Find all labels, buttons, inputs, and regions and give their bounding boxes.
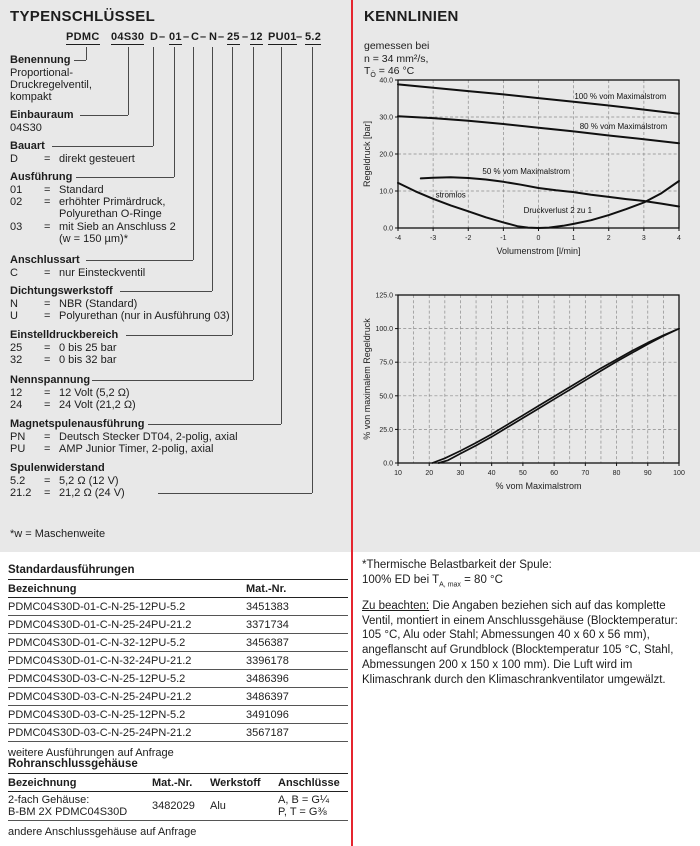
code-row <box>10 387 342 399</box>
code-row <box>10 184 342 196</box>
material-number: 3396178 <box>246 654 289 667</box>
equals-sign: = <box>44 475 51 487</box>
svg-text:-3: -3 <box>430 235 437 242</box>
equals-sign: = <box>44 387 51 399</box>
column-header-bezeichnung: Bezeichnung <box>8 583 77 595</box>
section-line: kompakt <box>10 91 52 104</box>
column-header-werkstoff: Werkstoff <box>210 777 261 789</box>
svg-text:stromlos: stromlos <box>435 190 466 200</box>
svg-text:-1: -1 <box>500 235 507 242</box>
code-value: 0 bis 25 bar <box>59 342 117 354</box>
svg-text:10: 10 <box>394 470 402 477</box>
section-lines <box>10 122 342 134</box>
svg-text:3: 3 <box>641 235 646 242</box>
section-rows <box>10 342 342 366</box>
code-segment-nennspannung: 12 <box>250 31 263 43</box>
code-key: 03 <box>10 220 23 233</box>
section-rows <box>10 431 342 455</box>
table-title: Standardausführungen <box>8 564 348 580</box>
section-title: Ausführung <box>10 171 73 183</box>
svg-text:100.0: 100.0 <box>375 326 393 334</box>
typekey-title: TYPENSCHLÜSSEL <box>10 8 156 25</box>
material-number: 3567187 <box>246 726 289 739</box>
equals-sign: = <box>44 196 51 209</box>
svg-text:Regeldruck [bar]: Regeldruck [bar] <box>362 120 372 188</box>
equals-sign: = <box>44 354 51 367</box>
part-designation: PDMC04S30D-01-C-N-32-12PU-5.2 <box>8 636 186 649</box>
typekey-section-einstelldruckbereich <box>10 329 342 366</box>
code-value: 24 Volt (21,2 Ω) <box>59 399 136 412</box>
thermal-note-line2 <box>362 573 700 593</box>
code-key <box>10 233 44 245</box>
svg-text:0.0: 0.0 <box>383 460 393 468</box>
equals-sign: = <box>44 443 51 456</box>
code-dash: – <box>218 31 225 43</box>
svg-text:80 % vom Maximalstrom: 80 % vom Maximalstrom <box>579 121 668 131</box>
code-value: Polyurethan (nur in Ausführung 03) <box>59 310 230 323</box>
temp-value: = 46 °C <box>375 65 415 77</box>
table-row <box>8 616 348 634</box>
typekey-section-dichtungswerkstoff <box>10 285 342 322</box>
code-value: Deutsch Stecker DT04, 2-polig, axial <box>59 431 238 443</box>
table-header-row <box>8 774 348 792</box>
code-row <box>10 196 342 208</box>
svg-text:2: 2 <box>606 235 611 242</box>
typekey-section-spulenwiderstand <box>10 462 342 499</box>
section-line: 04S30 <box>10 122 42 134</box>
port-thread-line2: P, T = G⅜ <box>278 806 327 818</box>
code-dash: – <box>200 31 207 43</box>
attention-paragraph <box>362 599 700 688</box>
code-value: direkt gesteuert <box>59 153 135 165</box>
code-key: 12 <box>10 387 23 399</box>
equals-sign: = <box>44 184 51 196</box>
svg-text:40.0: 40.0 <box>379 77 393 85</box>
code-value: erhöhter Primärdruck, <box>59 196 166 209</box>
svg-text:125.0: 125.0 <box>375 292 393 300</box>
material-number: 3482029 <box>152 800 195 812</box>
equals-sign: = <box>44 342 51 354</box>
code-key: 01 <box>10 184 23 196</box>
section-line: Proportional- <box>10 67 73 79</box>
code-value: Standard <box>59 184 104 196</box>
thermal-note-line1: *Thermische Belastbarkeit der Spule: <box>362 559 552 571</box>
code-row <box>10 221 342 233</box>
code-value: 0 bis 32 bar <box>59 354 117 367</box>
section-title: Dichtungswerkstoff <box>10 285 113 297</box>
svg-text:70: 70 <box>581 470 590 477</box>
svg-text:75.0: 75.0 <box>379 359 393 367</box>
typekey-section-magnetspulenausfuehrung <box>10 418 342 455</box>
code-row <box>10 342 342 354</box>
code-segment-widerstand: 5.2 <box>305 31 322 43</box>
code-row <box>10 354 342 366</box>
equals-sign: = <box>44 267 51 279</box>
typekey-section-nennspannung <box>10 374 342 411</box>
typekey-section-anschlussart <box>10 254 342 279</box>
material-number: 3486396 <box>246 672 289 685</box>
svg-text:0: 0 <box>536 235 541 242</box>
svg-text:50 % vom Maximalstrom: 50 % vom Maximalstrom <box>482 166 570 176</box>
material: Alu <box>210 800 226 812</box>
svg-text:20.0: 20.0 <box>379 151 393 159</box>
port-threads <box>278 794 348 818</box>
section-lines <box>10 67 342 104</box>
equals-sign: = <box>44 487 51 500</box>
part-designation: PDMC04S30D-03-C-N-25-24PN-21.2 <box>8 726 192 739</box>
code-key: 24 <box>10 399 23 412</box>
table-row <box>8 792 348 821</box>
code-key: C <box>10 267 18 279</box>
code-row <box>10 399 342 411</box>
code-key <box>10 208 44 220</box>
equals-sign: = <box>44 399 51 412</box>
temp-symbol: T <box>364 65 371 77</box>
pressure-vs-current-chart <box>358 284 688 508</box>
attention-lead: Zu beachten: <box>362 599 430 612</box>
code-segment-benennung: PDMC <box>66 31 100 43</box>
equals-sign: = <box>44 220 51 233</box>
code-dash: – <box>296 31 303 43</box>
code-segment-ausfuehrung: 01 <box>169 31 182 43</box>
part-designation: PDMC04S30D-03-C-N-25-12PU-5.2 <box>8 672 186 685</box>
material-number: 3491096 <box>246 708 289 721</box>
kennlinien-title: KENNLINIEN <box>364 8 459 25</box>
svg-text:100 % vom Maximalstrom: 100 % vom Maximalstrom <box>574 91 667 101</box>
equals-sign: = <box>44 153 51 165</box>
svg-text:% von maximalem Regeldruck: % von maximalem Regeldruck <box>362 318 372 440</box>
section-line: Druckregelventil, <box>10 79 92 92</box>
temp-subscript: Ö <box>370 72 376 80</box>
part-designation: PDMC04S30D-01-C-N-25-24PU-21.2 <box>8 618 192 631</box>
section-title: Bauart <box>10 140 45 152</box>
code-dash: – <box>183 31 190 43</box>
svg-text:40: 40 <box>487 470 496 477</box>
column-header-matnr: Mat.-Nr. <box>246 583 287 595</box>
svg-text:1: 1 <box>571 235 576 242</box>
part-designation: PDMC04S30D-01-C-N-25-12PU-5.2 <box>8 600 186 613</box>
code-key: PU <box>10 443 26 456</box>
code-row <box>10 208 342 220</box>
svg-text:4: 4 <box>677 235 681 242</box>
table-row <box>8 598 348 616</box>
section-title: Nennspannung <box>10 374 91 386</box>
svg-text:30: 30 <box>456 470 465 477</box>
part-designation: PDMC04S30D-03-C-N-25-12PN-5.2 <box>8 708 186 721</box>
svg-text:-4: -4 <box>394 235 402 242</box>
section-rows <box>10 387 342 411</box>
code-key: U <box>10 310 18 323</box>
code-key: N <box>10 298 18 310</box>
table-row <box>8 634 348 652</box>
section-title: Einbauraum <box>10 109 74 121</box>
material-number: 3456387 <box>246 636 289 649</box>
code-value: 5,2 Ω (12 V) <box>59 475 119 487</box>
attention-body: Die Angaben beziehen sich auf das komplette Ventil, montiert in einem Anschlussgehäuse (Blocktemperatur: 105 °C, Alu oder Stahl; Abmessungen 40 x 60 x 56 mm), angeflanscht auf Grundblock (Blocktemperatur 105 °C, Stahl, Abmessungen 200 x 150 x 100 mm). Die Luft wird im Klimaschrank durch den Klimaschrankventilator umgewälzt. <box>362 599 678 686</box>
equals-sign <box>44 233 59 245</box>
standard-versions-table <box>8 564 348 759</box>
material-number: 3451383 <box>246 600 289 613</box>
temp-subscript: A, max <box>439 581 461 589</box>
typekey-section-einbauraum <box>10 109 342 134</box>
equals-sign: = <box>44 310 51 323</box>
code-segment-dichtung: N <box>209 31 218 43</box>
code-dash: – <box>242 31 249 43</box>
code-row <box>10 267 342 279</box>
temp-value: = 80 °C <box>460 573 503 586</box>
column-header-matnr: Mat.-Nr. <box>152 777 193 789</box>
column-header-bezeichnung: Bezeichnung <box>8 777 77 789</box>
code-row <box>10 153 342 165</box>
table-row <box>8 688 348 706</box>
code-segment-magnetspule: PU01 <box>268 31 297 43</box>
table-header-row <box>8 580 348 598</box>
code-value: 21,2 Ω (24 V) <box>59 487 125 500</box>
section-title: Anschlussart <box>10 254 80 266</box>
code-value: Polyurethan O-Ringe <box>59 208 162 221</box>
svg-text:60: 60 <box>550 470 559 477</box>
svg-text:Druckverlust 2 zu 1: Druckverlust 2 zu 1 <box>523 206 593 216</box>
table-body <box>8 598 348 742</box>
housing-name-line1: 2-fach Gehäuse: <box>8 794 90 806</box>
svg-text:10.0: 10.0 <box>379 188 393 196</box>
red-column-divider <box>351 0 353 846</box>
code-segment-anschlussart: C <box>191 31 200 43</box>
code-key: 25 <box>10 342 23 354</box>
section-rows <box>10 298 342 322</box>
code-value: nur Einsteckventil <box>59 267 146 279</box>
mesh-width-footnote: *w = Maschenweite <box>10 528 106 540</box>
section-title: Benennung <box>10 54 71 66</box>
table-row <box>8 724 348 742</box>
table-row <box>8 670 348 688</box>
measured-at-line: gemessen bei <box>364 40 430 52</box>
equals-sign <box>44 208 59 220</box>
column-header-anschluesse: Anschlüsse <box>278 777 340 789</box>
code-row <box>10 443 342 455</box>
code-row <box>10 310 342 322</box>
code-dash: – <box>159 31 166 43</box>
table-row <box>8 706 348 724</box>
equals-sign: = <box>44 431 51 443</box>
code-row <box>10 475 342 487</box>
section-title: Spulenwiderstand <box>10 462 105 474</box>
section-rows <box>10 267 342 279</box>
code-key: 32 <box>10 354 23 367</box>
material-number: 3371734 <box>246 618 289 631</box>
code-row <box>10 233 342 245</box>
part-designation: PDMC04S30D-03-C-N-25-24PU-21.2 <box>8 690 192 703</box>
section-rows <box>10 184 342 245</box>
code-row <box>10 487 342 499</box>
code-key: 5.2 <box>10 475 26 487</box>
table-title: Rohranschlussgehäuse <box>8 758 348 774</box>
code-segment-bauart: D <box>150 31 159 43</box>
section-title: Einstelldruckbereich <box>10 329 119 341</box>
section-title: Magnetspulenausführung <box>10 418 145 430</box>
equals-sign: = <box>44 298 51 310</box>
svg-text:80: 80 <box>612 470 621 477</box>
section-rows <box>10 153 342 165</box>
viscosity-line: n = 34 mm²/s, <box>364 52 429 65</box>
typekey-section-benennung <box>10 54 342 104</box>
svg-text:90: 90 <box>643 470 652 477</box>
code-key: 02 <box>10 196 23 209</box>
svg-text:0.0: 0.0 <box>383 225 393 233</box>
svg-text:Volumenstrom [l/min]: Volumenstrom [l/min] <box>496 246 581 256</box>
code-value: NBR (Standard) <box>59 298 138 310</box>
more-versions-note: weitere Ausführungen auf Anfrage <box>8 747 174 759</box>
notes-block <box>362 558 700 688</box>
code-key: 21.2 <box>10 487 32 500</box>
code-segment-druckbereich: 25 <box>227 31 240 43</box>
material-number: 3486397 <box>246 690 289 703</box>
typekey-section-bauart <box>10 140 342 165</box>
section-rows <box>10 475 342 499</box>
code-key: PN <box>10 431 26 443</box>
svg-text:20: 20 <box>425 470 434 477</box>
table-row <box>8 652 348 670</box>
code-value: mit Sieb an Anschluss 2 <box>59 220 176 233</box>
svg-text:-2: -2 <box>465 235 472 242</box>
svg-text:25.0: 25.0 <box>379 426 393 434</box>
code-row <box>10 298 342 310</box>
typekey-section-ausfuehrung <box>10 171 342 245</box>
pipe-connection-housing-table <box>8 758 348 838</box>
part-designation: PDMC04S30D-01-C-N-32-24PU-21.2 <box>8 654 192 667</box>
housing-name-line2: B-BM 2X PDMC04S30D <box>8 806 128 818</box>
svg-text:100: 100 <box>673 470 685 477</box>
svg-text:50.0: 50.0 <box>379 393 393 401</box>
svg-text:% vom Maximalstrom: % vom Maximalstrom <box>495 481 582 491</box>
housing-designation <box>8 794 152 818</box>
other-housings-note: andere Anschlussgehäuse auf Anfrage <box>8 826 197 838</box>
duty-cycle-text: 100% ED bei T <box>362 573 440 586</box>
code-row <box>10 431 342 443</box>
pressure-vs-flow-chart <box>358 70 688 270</box>
port-thread-line1: A, B = G¼ <box>278 794 330 806</box>
code-value: 12 Volt (5,2 Ω) <box>59 387 130 399</box>
code-value: AMP Junior Timer, 2-polig, axial <box>59 443 214 456</box>
svg-text:30.0: 30.0 <box>379 114 393 122</box>
code-key: D <box>10 153 18 165</box>
svg-text:50: 50 <box>518 470 527 477</box>
code-value: (w = 150 µm)* <box>59 232 128 245</box>
code-segment-einbauraum: 04S30 <box>111 31 145 43</box>
